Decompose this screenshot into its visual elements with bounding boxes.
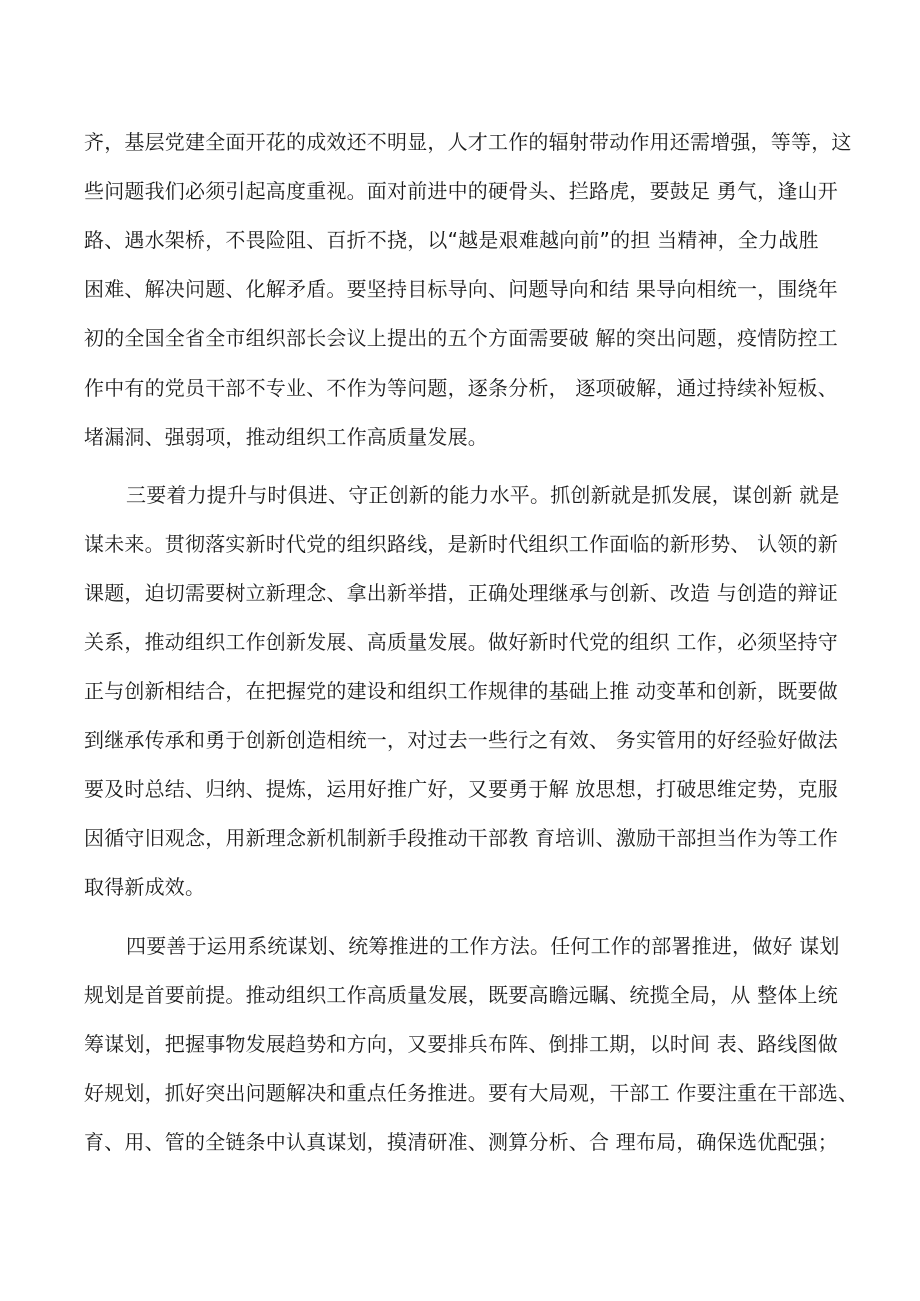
text-line: 路、遇水架桥，不畏险阻、百折不挠，以“越是艰难越向前”的担 当精神，全力战胜	[84, 228, 819, 252]
text-line: 要及时总结、归纳、提炼，运用好推广好，又要勇于解 放思想，打破思维定势，克服	[84, 777, 838, 801]
text-line: 些问题我们必须引起高度重视。面对前进中的硬骨头、拦路虎，要鼓足 勇气，逢山开	[84, 179, 838, 203]
text-line: 堵漏洞、强弱项，推动组织工作高质量发展。	[84, 425, 488, 449]
text-line: 四要善于运用系统谋划、统筹推进的工作方法。任何工作的部署推进，做好 谋划	[126, 934, 840, 958]
text-line: 取得新成效。	[84, 875, 206, 899]
text-line: 作中有的党员干部不专业、不作为等问题，逐条分析， 逐项破解，通过持续补短板、	[84, 376, 838, 400]
text-line: 困难、解决问题、化解矛盾。要坚持目标导向、问题导向和结 果导向相统一，围绕年	[84, 277, 838, 301]
text-line: 初的全国全省全市组织部长会议上提出的五个方面需要破 解的突出问题，疫情防控工	[84, 326, 838, 350]
text-line: 育、用、管的全链条中认真谋划，摸清研准、测算分析、合 理布局，确保选优配强；	[84, 1130, 838, 1154]
text-line: 规划是首要前提。推动组织工作高质量发展，既要高瞻远瞩、统揽全局，从 整体上统	[84, 983, 838, 1007]
text-line: 好规划，抓好突出问题解决和重点任务推进。要有大局观，干部工 作要注重在干部选、	[84, 1081, 859, 1105]
text-line: 到继承传承和勇于创新创造相统一，对过去一些行之有效、 务实管用的好经验好做法	[84, 728, 838, 752]
text-line: 三要着力提升与时俱进、守正创新的能力水平。抓创新就是抓发展，谋创新 就是	[126, 483, 840, 507]
text-line: 关系，推动组织工作创新发展、高质量发展。做好新时代党的组织 工作，必须坚持守	[84, 630, 838, 654]
text-line: 谋未来。贯彻落实新时代党的组织路线，是新时代组织工作面临的新形势、 认领的新	[84, 532, 838, 556]
text-line: 课题，迫切需要树立新理念、拿出新举措，正确处理继承与创新、改造 与创造的辩证	[84, 581, 838, 605]
text-line: 因循守旧观念，用新理念新机制新手段推动干部教 育培训、激励干部担当作为等工作	[84, 826, 838, 850]
text-line: 正与创新相结合，在把握党的建设和组织工作规律的基础上推 动变革和创新，既要做	[84, 679, 838, 703]
text-line: 筹谋划，把握事物发展趋势和方向，又要排兵布阵、倒排工期，以时间 表、路线图做	[84, 1032, 838, 1056]
text-line: 齐，基层党建全面开花的成效还不明显，人才工作的辐射带动作用还需增强，等等，这	[84, 130, 852, 154]
